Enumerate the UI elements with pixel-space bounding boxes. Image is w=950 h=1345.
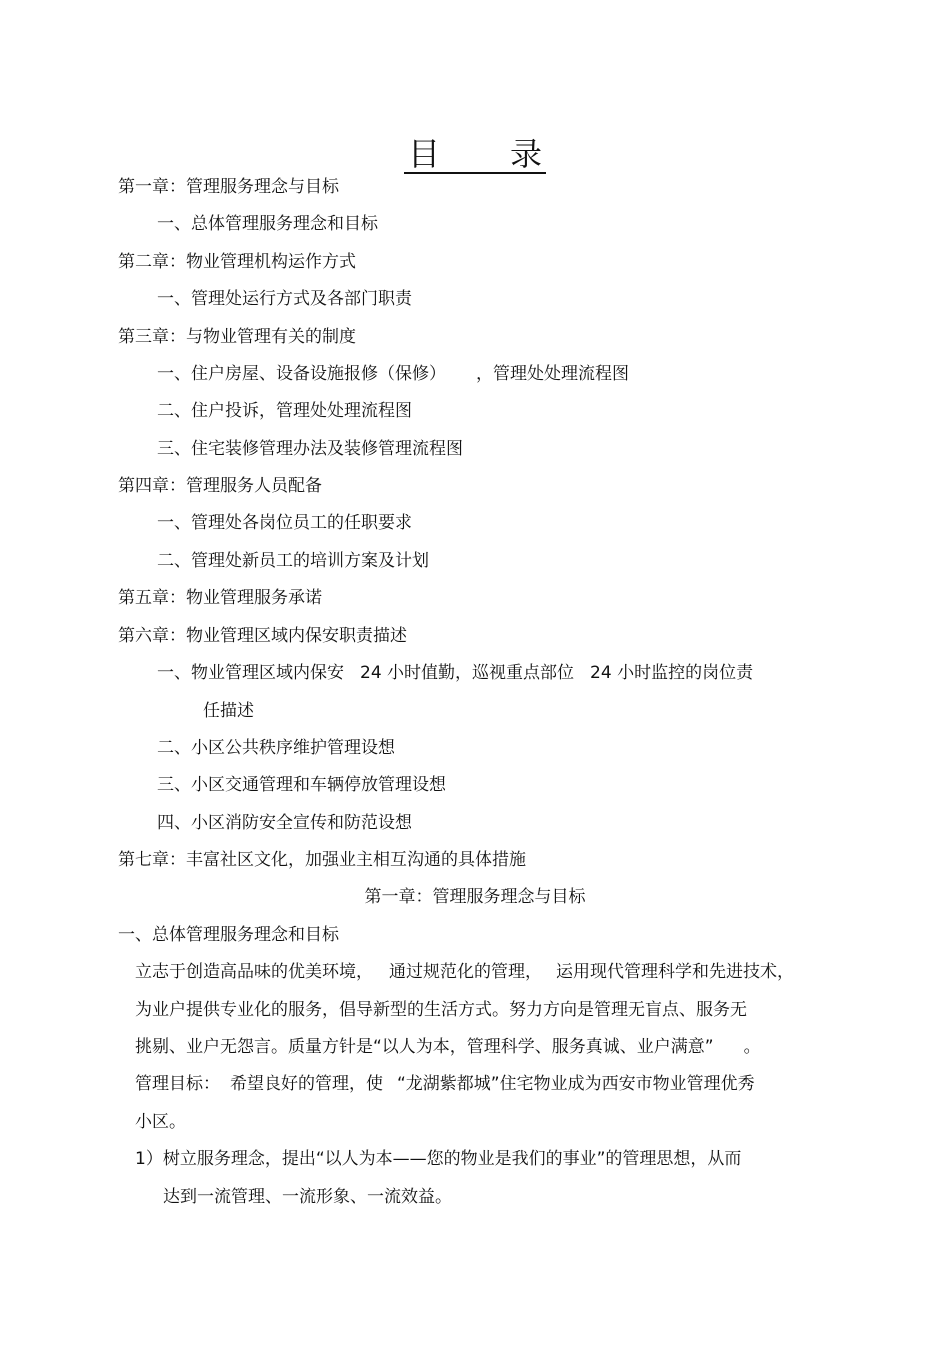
toc-chapter-3-section-1-part-a: 一、住户房屋、设备设施报修（保修） [157,364,446,384]
body-paragraph-line-4-part-b: 希望良好的管理，使 [230,1074,383,1094]
toc-chapter-2-section-1: 一、管理处运行方式及各部门职责 [157,289,412,309]
body-paragraph-line-4-part-c: “龙湖紫都城”住宅物业成为西安市物业管理优秀 [397,1074,755,1094]
toc-chapter-7: 第七章：丰富社区文化，加强业主相互沟通的具体措施 [118,850,526,870]
body-paragraph-line-1-part-c: 运用现代管理科学和先进技术， [556,962,794,982]
toc-chapter-4: 第四章：管理服务人员配备 [118,476,322,496]
toc-chapter-4-section-1: 一、管理处各岗位员工的任职要求 [157,513,412,533]
body-paragraph-line-3-part-b: 。 [743,1037,761,1057]
body-paragraph-line-5: 小区。 [135,1112,186,1132]
toc-chapter-4-section-2: 二、管理处新员工的培训方案及计划 [157,551,429,571]
toc-title-underline [404,136,546,174]
toc-chapter-6-section-1-part-c: 24 小时监控的岗位责 [590,663,754,683]
toc-chapter-1: 第一章：管理服务理念与目标 [118,177,339,197]
body-list-item-1-continued: 达到一流管理、一流形象、一流效益。 [163,1187,452,1207]
toc-chapter-5: 第五章：物业管理服务承诺 [118,588,322,608]
toc-chapter-6-section-4: 四、小区消防安全宣传和防范设想 [157,813,412,833]
body-paragraph-line-1 [135,961,794,983]
body-paragraph-line-4 [135,1073,755,1095]
body-section-heading: 一、总体管理服务理念和目标 [118,925,339,945]
toc-chapter-2: 第二章：物业管理机构运作方式 [118,252,356,272]
body-paragraph-line-3 [135,1036,761,1058]
body-paragraph-line-1-part-b: 通过规范化的管理， [389,962,542,982]
body-list-item-1: 1）树立服务理念，提出“以人为本——您的物业是我们的事业”的管理思想，从而 [135,1149,742,1169]
toc-chapter-3: 第三章：与物业管理有关的制度 [118,327,356,347]
toc-chapter-3-section-3: 三、住宅装修管理办法及装修管理流程图 [157,439,463,459]
toc-chapter-6-section-1-part-b: 24 小时值勤，巡视重点部位 [360,663,575,683]
toc-title-char-2: 录 [510,135,543,173]
body-paragraph-line-2: 为业户提供专业化的服务，倡导新型的生活方式。努力方向是管理无盲点、服务无 [135,1000,747,1020]
toc-chapter-3-section-1 [157,363,629,385]
toc-chapter-6-section-1-part-a: 一、物业管理区域内保安 [157,663,344,683]
toc-chapter-6-section-1 [157,662,753,684]
body-chapter-heading: 第一章：管理服务理念与目标 [364,887,586,907]
body-paragraph-line-4-part-a: 管理目标： [135,1074,220,1094]
toc-title [0,134,950,174]
toc-chapter-6: 第六章：物业管理区域内保安职责描述 [118,626,407,646]
toc-title-char-1: 目 [407,135,440,173]
toc-chapter-6-section-1-continued: 任描述 [203,701,254,721]
toc-chapter-3-section-1-part-b: ，管理处处理流程图 [476,364,629,384]
toc-chapter-6-section-2: 二、小区公共秩序维护管理设想 [157,738,395,758]
toc-chapter-1-section-1: 一、总体管理服务理念和目标 [157,214,378,234]
toc-chapter-6-section-3: 三、小区交通管理和车辆停放管理设想 [157,775,446,795]
body-paragraph-line-3-part-a: 挑剔、业户无怨言。质量方针是“以人为本，管理科学、服务真诚、业户满意” [135,1037,714,1057]
toc-chapter-3-section-2: 二、住户投诉，管理处处理流程图 [157,401,412,421]
body-paragraph-line-1-part-a: 立志于创造高品味的优美环境， [135,962,373,982]
